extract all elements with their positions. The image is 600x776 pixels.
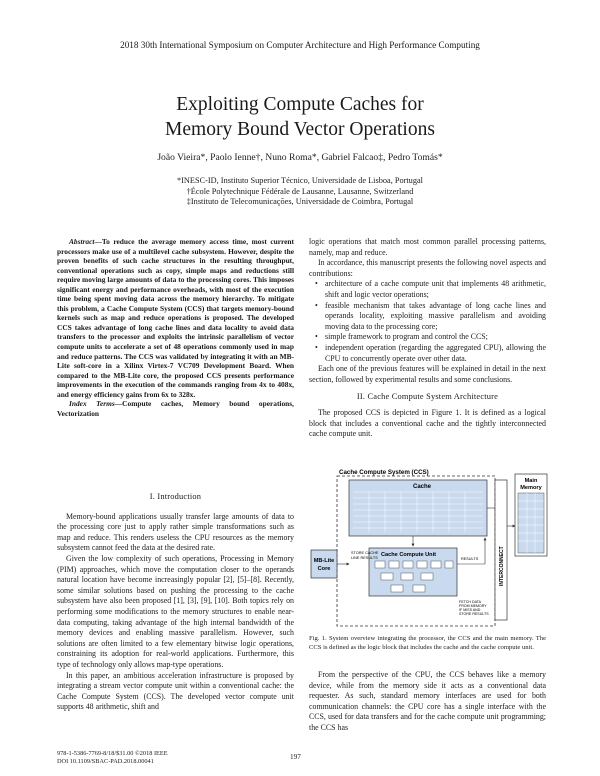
cpu-label-2: Core <box>317 566 331 572</box>
cpu-block <box>311 550 337 578</box>
annotation-fetch-1: FETCH DATA <box>459 600 482 604</box>
intro-paragraph-3: In this paper, an ambitious acceleration infrastructure is proposed by integrating a stream vector compute unit within a conventional cache: the Cache Compute System (CCS). The developed vector compute unit supports 48 arithmetic, shift and <box>57 670 294 712</box>
contribution-list <box>309 279 546 364</box>
page-number: 197 <box>290 752 301 761</box>
author-list: João Vieira*, Paolo Ienne†, Nuno Roma*, Gabriel Falcao‡, Pedro Tomás* <box>157 152 443 163</box>
annotation-store-2: LINE RESULTS <box>351 556 378 560</box>
interconnect-label: INTERCONNECT <box>499 546 505 586</box>
abstract-label: Abstract <box>69 237 95 246</box>
ccs-title: Cache Compute System (CCS) <box>339 469 429 476</box>
footer-info <box>57 750 168 766</box>
memory-label-2: Memory <box>520 485 542 491</box>
abstract-text: —To reduce the average memory access time, most current processors make use of a multilevel cache subsystem. However, despite the proven benefits of such cache structures in the resulting throughput, conventional operations such as copy, simple maps and reductions still require moving large amounts of data to the processing cores. This imposes significant energy and performance overheads, with most of the execution time being spent moving data across the memory hierarchy. To mitigate this problem, a Cache Compute System (CCS) that targets memory-bound kernels such as map and reduce operations is proposed. The developed CCS takes advantage of long cache lines and data locality to avoid data transfers to the processor and exploits the intrinsic parallelism of vector compute units to accelerate a set of 48 operations commonly used in map and reduce patterns. The CCS was validated by integrating it with an MB-Lite soft-core in a Xilinx Virtex-7 VC709 Development Board. When compared to the MB-Lite core, the proposed CCS presents performance improvements in the execution of the commands ranging from 4x to 408x, and energy efficiency gains from 6x to 328x. <box>57 237 294 399</box>
memory-array <box>518 493 544 553</box>
memory-label-1: Main <box>524 478 538 484</box>
section-heading-introduction: I. Introduction <box>149 492 202 501</box>
ccu-label: Cache Compute Unit <box>381 552 437 558</box>
introduction-section <box>57 492 294 713</box>
abstract <box>57 237 294 418</box>
intro-paragraph-1: Memory-bound applications usually transfer large amounts of data to the processing core just to apply rather simple transformations such as map and reduce. This renders useless the CPU resources as the memory subsystem cannot feed the data at the desired rate. <box>57 511 294 553</box>
cpu-label-1: MB-Lite <box>313 558 335 564</box>
contribution-item: • simple framework to program and control the CCS; <box>309 332 546 343</box>
right-paragraph-3: Each one of the previous features will be explained in detail in the next section, followed by experimental results and some conclusions. <box>309 364 546 384</box>
ccs-system-figure <box>309 466 549 631</box>
title-line-1: Exploiting Compute Caches for <box>176 94 424 115</box>
affiliation-1: *INESC-ID, Instituto Superior Técnico, Universidade de Lisboa, Portugal <box>177 176 423 185</box>
right-paragraph-1: logic operations that match most common parallel processing patterns, namely, map and reduce. <box>309 237 546 257</box>
annotation-store-1: STORE CACHE <box>351 551 379 555</box>
paper-title <box>0 92 600 142</box>
right-paragraph-4: The proposed CCS is depicted in Figure 1. It is defined as a logical block that includes a conventional cache and the tightly interconnected cache compute unit. <box>309 407 546 439</box>
title-line-2: Memory Bound Vector Operations <box>165 119 435 140</box>
section-heading-ccs: II. Cache Compute System Architecture <box>356 392 499 402</box>
affiliation-2: †École Polytechnique Fédérale de Lausanne, Lausanne, Switzerland <box>186 186 414 196</box>
cache-label: Cache <box>413 484 432 490</box>
contribution-item: • architecture of a cache compute unit that implements 48 arithmetic, shift and logic vector operations; <box>309 279 546 300</box>
right-paragraph-5: From the perspective of the CPU, the CCS behaves like a memory device, while from the memory side it acts as a conventional data requester. As such, standard memory interfaces are used for both communication channels: the CPU core has a single interface with the CCS, used for data transfers and for the cache compute unit programming; the CCS has <box>309 670 546 732</box>
right-column-top <box>309 237 546 440</box>
annotation-fetch-3: IF MISS AND <box>459 608 481 612</box>
annotation-results: RESULTS <box>461 557 479 561</box>
affiliations <box>0 176 600 208</box>
conference-header: 2018 30th International Symposium on Computer Architecture and High Performance Computing <box>120 40 480 50</box>
doi-line: DOI 10.1109/SBAC-PAD.2018.00041 <box>57 758 154 765</box>
affiliation-3: ‡Instituto de Telecomunicações, Universidade de Coimbra, Portugal <box>186 197 414 206</box>
intro-paragraph-2: Given the low complexity of such operations, Processing in Memory (PIM) approaches, which move the computation closer to the operands natural location have become increasingly popular [2], [5]–[8]. Recently, some similar solutions based on pushing the processing to the cache subsystem have also been proposed [1], [3], [9], [10]. Both topics rely on performing some modifications to the memory structures to enable near-data computing, taking advantage of the high internal bandwidth of the memory devices and enabling massive parallelism. However, such solutions are often limited to a few elementary bitwise logic operations, constraining its adoption for real-world applications. Furthermore, this type of technology only allows map-type operations. <box>57 553 294 669</box>
right-column-bottom <box>309 670 546 734</box>
contribution-item: • feasible mechanism that takes advantage of long cache lines and operands locality, exploiting massive parallelism and avoiding moving data to the processing core; <box>309 301 546 333</box>
isbn-line: 978-1-5386-7769-8/18/$31.00 ©2018 IEEE <box>57 750 168 757</box>
annotation-fetch-4: STORE RESULTS <box>459 612 489 616</box>
contribution-item: • independent operation (regarding the aggregated CPU), allowing the CPU to concurrently operate over other data. <box>309 343 546 364</box>
index-terms-label: Index Terms <box>69 399 115 409</box>
figure-caption: Fig. 1. System overview integrating the processor, the CCS and the main memory. The CCS is defined as the logic block that includes the cache and the cache compute unit. <box>309 635 546 651</box>
right-paragraph-2: In accordance, this manuscript presents the following novel aspects and contributions: <box>309 258 546 278</box>
annotation-fetch-2: FROM MEMORY <box>459 604 487 608</box>
index-terms-text: —Compute caches, Memory bound operations, Vectorization <box>57 399 294 418</box>
